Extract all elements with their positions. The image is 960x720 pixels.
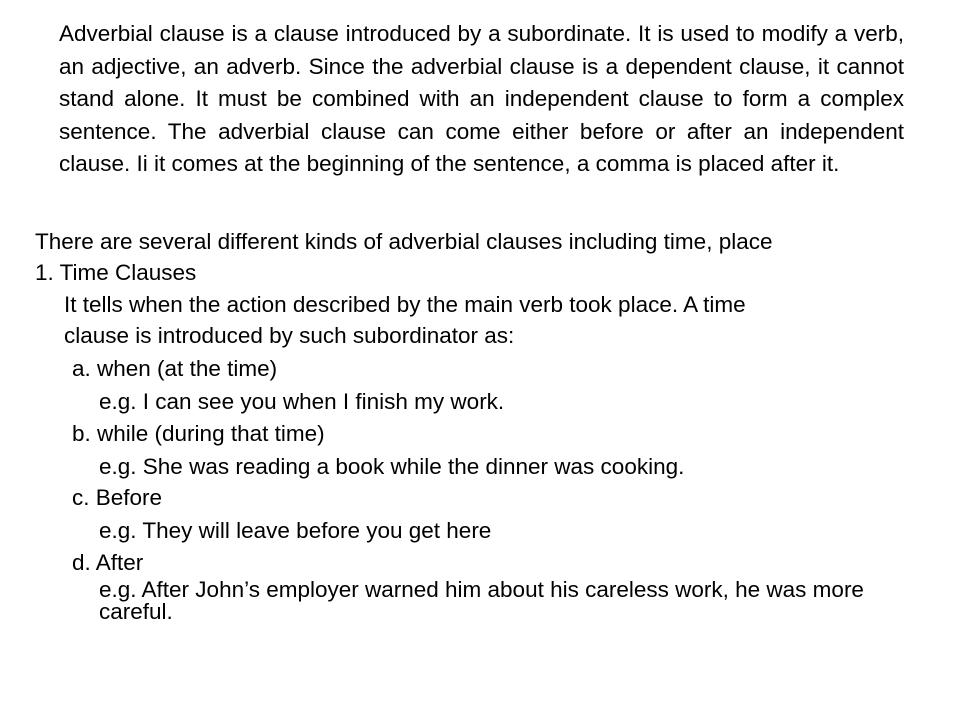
section-description-line-2: clause is introduced by such subordinator as: — [64, 323, 515, 348]
kinds-sentence: There are several different kinds of adverbial clauses including time, place — [35, 229, 773, 254]
item-example-a: e.g. I can see you when I finish my work. — [99, 389, 505, 414]
item-label-c: c. Before — [72, 485, 163, 510]
section-description-line-1: It tells when the action described by the main verb took place. A time — [64, 292, 746, 317]
item-label-a: a. when (at the time) — [72, 356, 278, 381]
item-example-b: e.g. She was reading a book while the dinner was cooking. — [99, 454, 685, 479]
section-heading: 1. Time Clauses — [35, 260, 197, 285]
intro-paragraph: Adverbial clause is a clause introduced by a subordinate. It is used to modify a verb, an adjective, an adverb. Since the adverbial clause is a dependent clause, it cannot stand alone. It must be combined with an independent clause to form a complex sentence. The adverbial clause can come either before or after an independent clause. Ii it comes at the beginning of the sentence, a comma is placed after it. — [59, 21, 904, 176]
item-example-c: e.g. They will leave before you get here — [99, 518, 492, 543]
item-example-d: e.g. After John’s employer warned him about his careless work, he was more careful. — [99, 577, 864, 624]
item-label-d: d. After — [72, 550, 144, 575]
item-label-b: b. while (during that time) — [72, 421, 325, 446]
